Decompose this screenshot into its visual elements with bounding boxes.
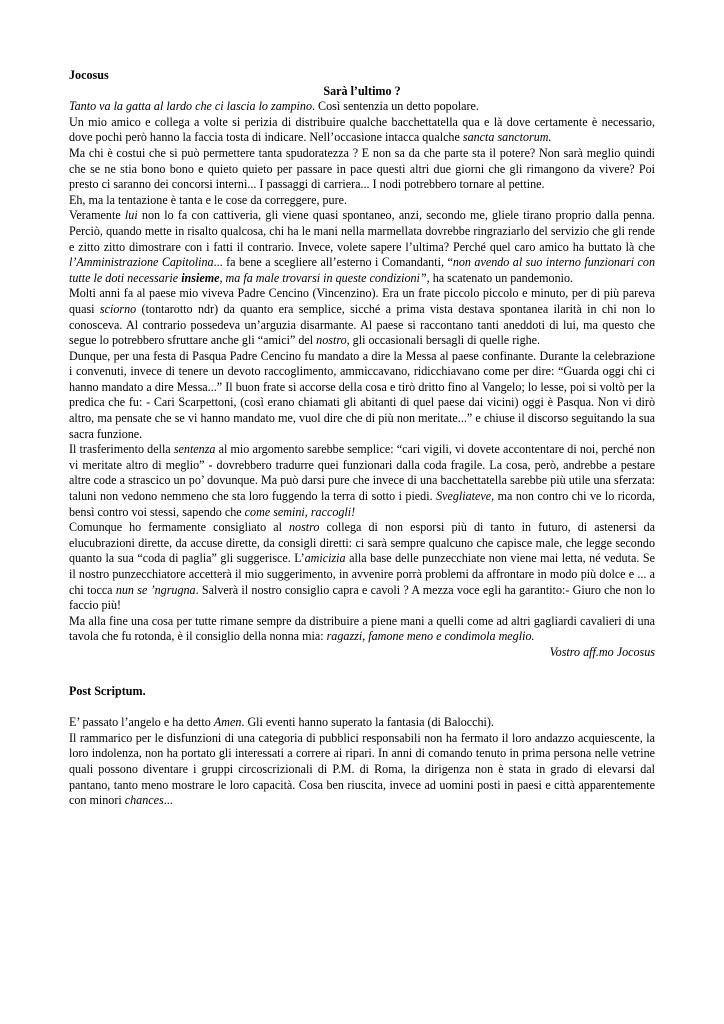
paragraph-2 bbox=[69, 115, 655, 146]
italic-text: non avendo al suo interno funzionari con tutte le doti necessarie bbox=[69, 255, 655, 285]
text-span: . Gli eventi hanno superato la fantasia (di Balocchi). bbox=[241, 715, 494, 730]
italic-text: Svegliateve bbox=[436, 489, 492, 504]
document-page bbox=[69, 68, 655, 809]
paragraph-8 bbox=[69, 442, 655, 520]
italic-text: chances bbox=[124, 793, 164, 808]
text-span: . Salverà il nostro consiglio capra e cavoli ? A mezza voce egli ha garantito:- Giuro che non lo faccio più! bbox=[69, 582, 655, 613]
italic-text: come semini, raccogli! bbox=[244, 504, 356, 519]
italic-text: sancta sanctorum. bbox=[462, 130, 552, 145]
text-span: Ma alla fine una cosa per tutte rimane sempre da distribuire a piene mani a quelli come ad altri gagliardi cavalieri di una tavola che fu rotonda, è il consiglio della nonna mia: bbox=[69, 613, 655, 644]
postscript-title: Post Scriptum. bbox=[69, 683, 146, 698]
paragraph-4: Eh, ma la tentazione è tanta e le cose da correggere, pure. bbox=[69, 192, 348, 207]
text-span: , ma non contro chi ve lo ricorda, bensì contro voi stessi, sapendo che bbox=[69, 489, 655, 519]
text-span: , gli occasionali bersagli di quelle righe. bbox=[346, 333, 541, 348]
paragraph-6 bbox=[69, 286, 655, 348]
text-span: collega di non esporsi più di tanto in futuro, di astenersi da elucubrazioni dirette, da accuse dirette, da consigli diretti: ci sarà sempre qualcuno che capisce male, che legge secondo quanto la sua “coda di paglia” gli suggerisce. L’ bbox=[69, 520, 655, 566]
italic-text: Amen bbox=[213, 715, 242, 730]
spacer bbox=[69, 699, 655, 715]
paragraph-9 bbox=[69, 520, 655, 614]
signature: Vostro aff.mo Jocosus bbox=[549, 644, 655, 659]
paragraph-10 bbox=[69, 614, 655, 645]
text-span: ... bbox=[163, 793, 173, 808]
text-span: Molti anni fa al paese mio viveva Padre Cencino (Vincenzino). Era un frate piccolo piccolo e minuto, per di più pareva quasi bbox=[69, 286, 655, 316]
text-span: al mio argomento sarebbe semplice: “cari vigili, vi dovete accontentare di noi, perché non vi meritate altro di meglio” - dovrebbero tradurre quei funzionari dalla coda fragile. La cosa, però, andrebbe a pestare altre code a strascico un po’ dovunque. Ma può darsi pure che invece di una bacchettatella sarebbe più utile una sferzata: taluni non vedono nemmeno che sta loro fuggendo la terra di sotto i piedi. bbox=[69, 442, 655, 504]
text-span: Il rammarico per le disfunzioni di una categoria di pubblici responsabili non ha fermato il loro andazzo acquiescente, la loro indolenza, non ha portato gli interessati a correre ai ripari. In anni di comando tenuto in prima persona nelle vetrine quali possono diventare i gruppi circoscrizionali di P.M. di Roma, la dirigenza non è stata in grado di elevarsi dal pantano, tanto meno mostrare le loro capacità. Cosa ben riuscita, invece ad uomini posti in paesi e città apparentemente con minori bbox=[69, 730, 655, 808]
text-span: Veramente bbox=[69, 208, 125, 223]
paragraph-1 bbox=[69, 99, 655, 115]
text-span: ha scatenato un pandemonio. bbox=[429, 270, 574, 285]
article-title: Sarà l’ultimo ? bbox=[323, 83, 401, 98]
italic-text: lui bbox=[124, 208, 138, 223]
italic-text: amicizia bbox=[304, 551, 346, 566]
paragraph-5 bbox=[69, 208, 655, 286]
text-span: alla base delle punzecchiate non viene mai letta, né veduta. Se il nostro punzecchiatore accetterà il mio suggerimento, in avvenire porrà problemi da affrontare in modo più dolce e ... a chi tocca bbox=[69, 551, 655, 597]
text-span: Comunque ho fermamente consigliato al bbox=[69, 520, 289, 535]
italic-text: l’Amministrazione Capitolina bbox=[69, 255, 214, 270]
bold-italic-text: insieme bbox=[181, 270, 220, 285]
italic-text: , ma fa male trovarsi in queste condizioni”, bbox=[219, 270, 430, 285]
text-span: non lo fa con cattiveria, gli viene quasi spontaneo, anzi, secondo me, gliele tirano proprio dalla penna. Perciò, quando mette in risalto qualcosa, chi ha le mani nella marmellata dovrebbe ringraziarlo del servizio che gli rende e zitto zitto dimostrare con i fatti il contrario. Invece, volete sapere l’ultima? Perché quel caro amico ha buttato là che bbox=[69, 208, 655, 254]
italic-text: nun se ’ngrugna bbox=[115, 582, 196, 597]
text-span: . Così sentenzia un detto popolare. bbox=[312, 99, 479, 114]
italic-text: ragazzi, famone meno e condimola meglio. bbox=[326, 629, 535, 644]
italic-text: nostro bbox=[316, 333, 347, 348]
proverb-text: Tanto va la gatta al lardo che ci lascia lo zampino bbox=[69, 99, 312, 114]
paragraph-3: Ma chi è costui che si può permettere tanta spudoratezza ? E non sa da che parte sta il potere? Non sarà meglio quindi che se ne stia bono bono e quieto quieto per passare in pace questi altri due giorni che gli rimangono da vivere? Poi presto ci saranno dei concorsi interni... I passaggi di carriera... I nodi potrebbero tornare al pettine. bbox=[69, 145, 655, 192]
author-heading: Jocosus bbox=[69, 68, 109, 82]
italic-text: nostro bbox=[288, 520, 320, 535]
italic-text: sciorno bbox=[99, 301, 137, 316]
paragraph-7: Dunque, per una festa di Pasqua Padre Cencino fu mandato a dire la Messa al paese confinante. Durante la celebrazione i convenuti, invece di tenere un devoto raccoglimento, ammiccavano, ridicchiavano come per dire: “Guarda oggi chi ci hanno mandato a dire Messa...” Il buon frate si accorse della cosa e tirò dritto fino al Vangelo; lo lesse, poi si voltò per la predica che fu: - Cari Scarpettoni, (così erano chiamati gli abitanti di quel paese dai vicini) oggi è Pasqua. Non vi dirò altro, ma pensate che se vi hanno mandato me, vuol dire che di più non meritate...” e chiuse il discorso seguitando la sua sacra funzione. bbox=[69, 348, 655, 441]
italic-text: sentenza bbox=[173, 442, 216, 457]
text-span: Un mio amico e collega a volte si perizia di distribuire qualche bacchettatella qua e là dove certamente è necessario, dove pochi però hanno la faccia tosta di indicare. Nell’occasione intacca qualche bbox=[69, 114, 655, 145]
text-span: Il trasferimento della bbox=[69, 442, 174, 457]
text-span: (tontarotto ndr) da quanto era semplice, sicché a prima vista destava spontanea ilarità in chi non lo conosceva. Al contrario possedeva un’arguzia disarmante. Al paese si raccontano tanti aneddoti di lui, ma questo che segue lo potrebbero sfruttare anche gli “amici” del bbox=[69, 301, 655, 348]
postscript-paragraph-2 bbox=[69, 731, 655, 809]
text-span: E’ passato l’angelo e ha detto bbox=[69, 715, 214, 730]
postscript-paragraph-1 bbox=[69, 715, 655, 731]
text-span: ... fa bene a scegliere all’esterno i Comandanti, “ bbox=[213, 255, 453, 270]
